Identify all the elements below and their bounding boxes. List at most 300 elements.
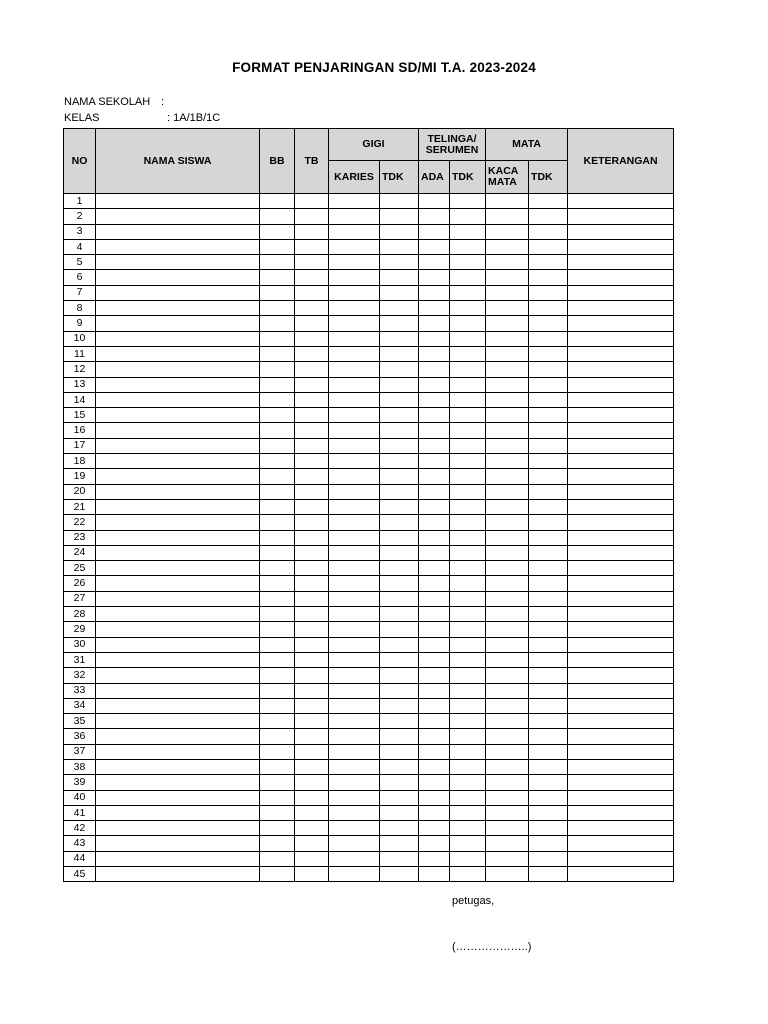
cell-tb[interactable] (295, 576, 329, 591)
cell-telinga-tdk[interactable] (450, 607, 486, 622)
cell-karies[interactable] (329, 392, 380, 407)
cell-keterangan[interactable] (568, 867, 674, 882)
cell-mata-tdk[interactable] (529, 515, 568, 530)
cell-karies[interactable] (329, 637, 380, 652)
cell-bb[interactable] (260, 851, 295, 866)
cell-ada[interactable] (419, 392, 450, 407)
cell-bb[interactable] (260, 285, 295, 300)
cell-gigi-tdk[interactable] (380, 607, 419, 622)
cell-mata-tdk[interactable] (529, 301, 568, 316)
cell-karies[interactable] (329, 438, 380, 453)
cell-telinga-tdk[interactable] (450, 194, 486, 209)
cell-bb[interactable] (260, 530, 295, 545)
cell-ada[interactable] (419, 790, 450, 805)
cell-mata-tdk[interactable] (529, 836, 568, 851)
cell-mata-tdk[interactable] (529, 652, 568, 667)
cell-nama-siswa[interactable] (96, 622, 260, 637)
cell-mata-tdk[interactable] (529, 194, 568, 209)
cell-ada[interactable] (419, 729, 450, 744)
cell-ada[interactable] (419, 499, 450, 514)
cell-tb[interactable] (295, 408, 329, 423)
cell-gigi-tdk[interactable] (380, 775, 419, 790)
cell-mata-tdk[interactable] (529, 270, 568, 285)
cell-kacamata[interactable] (486, 423, 529, 438)
cell-tb[interactable] (295, 377, 329, 392)
cell-keterangan[interactable] (568, 790, 674, 805)
cell-bb[interactable] (260, 270, 295, 285)
cell-gigi-tdk[interactable] (380, 668, 419, 683)
cell-keterangan[interactable] (568, 622, 674, 637)
cell-tb[interactable] (295, 622, 329, 637)
cell-kacamata[interactable] (486, 346, 529, 361)
cell-keterangan[interactable] (568, 331, 674, 346)
cell-telinga-tdk[interactable] (450, 622, 486, 637)
cell-kacamata[interactable] (486, 469, 529, 484)
cell-gigi-tdk[interactable] (380, 285, 419, 300)
cell-nama-siswa[interactable] (96, 698, 260, 713)
cell-ada[interactable] (419, 454, 450, 469)
cell-karies[interactable] (329, 346, 380, 361)
cell-telinga-tdk[interactable] (450, 668, 486, 683)
cell-telinga-tdk[interactable] (450, 805, 486, 820)
cell-nama-siswa[interactable] (96, 836, 260, 851)
cell-karies[interactable] (329, 469, 380, 484)
cell-kacamata[interactable] (486, 301, 529, 316)
cell-telinga-tdk[interactable] (450, 851, 486, 866)
cell-nama-siswa[interactable] (96, 867, 260, 882)
cell-nama-siswa[interactable] (96, 668, 260, 683)
cell-tb[interactable] (295, 867, 329, 882)
cell-ada[interactable] (419, 346, 450, 361)
cell-telinga-tdk[interactable] (450, 759, 486, 774)
cell-nama-siswa[interactable] (96, 331, 260, 346)
cell-nama-siswa[interactable] (96, 652, 260, 667)
cell-keterangan[interactable] (568, 423, 674, 438)
cell-kacamata[interactable] (486, 515, 529, 530)
cell-tb[interactable] (295, 561, 329, 576)
cell-ada[interactable] (419, 805, 450, 820)
cell-telinga-tdk[interactable] (450, 239, 486, 254)
cell-bb[interactable] (260, 484, 295, 499)
cell-mata-tdk[interactable] (529, 499, 568, 514)
cell-mata-tdk[interactable] (529, 668, 568, 683)
cell-keterangan[interactable] (568, 698, 674, 713)
cell-telinga-tdk[interactable] (450, 362, 486, 377)
cell-kacamata[interactable] (486, 392, 529, 407)
cell-telinga-tdk[interactable] (450, 775, 486, 790)
cell-bb[interactable] (260, 607, 295, 622)
cell-telinga-tdk[interactable] (450, 454, 486, 469)
cell-nama-siswa[interactable] (96, 194, 260, 209)
cell-gigi-tdk[interactable] (380, 836, 419, 851)
cell-ada[interactable] (419, 484, 450, 499)
cell-gigi-tdk[interactable] (380, 759, 419, 774)
cell-tb[interactable] (295, 301, 329, 316)
cell-bb[interactable] (260, 362, 295, 377)
cell-gigi-tdk[interactable] (380, 255, 419, 270)
cell-kacamata[interactable] (486, 499, 529, 514)
cell-karies[interactable] (329, 714, 380, 729)
cell-kacamata[interactable] (486, 759, 529, 774)
cell-gigi-tdk[interactable] (380, 637, 419, 652)
cell-gigi-tdk[interactable] (380, 591, 419, 606)
cell-bb[interactable] (260, 423, 295, 438)
cell-bb[interactable] (260, 346, 295, 361)
cell-nama-siswa[interactable] (96, 285, 260, 300)
cell-keterangan[interactable] (568, 591, 674, 606)
cell-kacamata[interactable] (486, 652, 529, 667)
cell-kacamata[interactable] (486, 775, 529, 790)
cell-bb[interactable] (260, 836, 295, 851)
cell-keterangan[interactable] (568, 759, 674, 774)
cell-bb[interactable] (260, 499, 295, 514)
cell-karies[interactable] (329, 362, 380, 377)
cell-nama-siswa[interactable] (96, 270, 260, 285)
cell-karies[interactable] (329, 270, 380, 285)
cell-nama-siswa[interactable] (96, 607, 260, 622)
cell-mata-tdk[interactable] (529, 285, 568, 300)
cell-nama-siswa[interactable] (96, 454, 260, 469)
cell-nama-siswa[interactable] (96, 255, 260, 270)
cell-keterangan[interactable] (568, 255, 674, 270)
cell-gigi-tdk[interactable] (380, 270, 419, 285)
cell-ada[interactable] (419, 591, 450, 606)
cell-ada[interactable] (419, 377, 450, 392)
cell-mata-tdk[interactable] (529, 239, 568, 254)
cell-keterangan[interactable] (568, 775, 674, 790)
cell-telinga-tdk[interactable] (450, 438, 486, 453)
cell-bb[interactable] (260, 683, 295, 698)
cell-kacamata[interactable] (486, 714, 529, 729)
cell-karies[interactable] (329, 209, 380, 224)
cell-kacamata[interactable] (486, 867, 529, 882)
cell-karies[interactable] (329, 698, 380, 713)
cell-nama-siswa[interactable] (96, 821, 260, 836)
cell-nama-siswa[interactable] (96, 408, 260, 423)
cell-gigi-tdk[interactable] (380, 729, 419, 744)
cell-keterangan[interactable] (568, 714, 674, 729)
cell-keterangan[interactable] (568, 668, 674, 683)
cell-keterangan[interactable] (568, 194, 674, 209)
cell-mata-tdk[interactable] (529, 714, 568, 729)
cell-bb[interactable] (260, 392, 295, 407)
cell-bb[interactable] (260, 698, 295, 713)
cell-karies[interactable] (329, 591, 380, 606)
cell-telinga-tdk[interactable] (450, 499, 486, 514)
cell-ada[interactable] (419, 867, 450, 882)
cell-bb[interactable] (260, 821, 295, 836)
cell-ada[interactable] (419, 316, 450, 331)
cell-telinga-tdk[interactable] (450, 698, 486, 713)
cell-ada[interactable] (419, 683, 450, 698)
cell-karies[interactable] (329, 729, 380, 744)
cell-bb[interactable] (260, 194, 295, 209)
cell-bb[interactable] (260, 591, 295, 606)
cell-bb[interactable] (260, 714, 295, 729)
cell-keterangan[interactable] (568, 438, 674, 453)
cell-karies[interactable] (329, 867, 380, 882)
cell-kacamata[interactable] (486, 668, 529, 683)
cell-karies[interactable] (329, 239, 380, 254)
cell-gigi-tdk[interactable] (380, 346, 419, 361)
cell-mata-tdk[interactable] (529, 851, 568, 866)
cell-kacamata[interactable] (486, 484, 529, 499)
cell-tb[interactable] (295, 255, 329, 270)
cell-ada[interactable] (419, 545, 450, 560)
cell-nama-siswa[interactable] (96, 561, 260, 576)
cell-tb[interactable] (295, 698, 329, 713)
cell-keterangan[interactable] (568, 362, 674, 377)
cell-keterangan[interactable] (568, 729, 674, 744)
cell-ada[interactable] (419, 851, 450, 866)
cell-gigi-tdk[interactable] (380, 392, 419, 407)
cell-telinga-tdk[interactable] (450, 530, 486, 545)
cell-ada[interactable] (419, 438, 450, 453)
cell-telinga-tdk[interactable] (450, 576, 486, 591)
cell-gigi-tdk[interactable] (380, 438, 419, 453)
cell-ada[interactable] (419, 576, 450, 591)
cell-mata-tdk[interactable] (529, 576, 568, 591)
cell-tb[interactable] (295, 194, 329, 209)
cell-karies[interactable] (329, 454, 380, 469)
cell-kacamata[interactable] (486, 561, 529, 576)
cell-bb[interactable] (260, 224, 295, 239)
cell-karies[interactable] (329, 744, 380, 759)
cell-bb[interactable] (260, 561, 295, 576)
cell-telinga-tdk[interactable] (450, 408, 486, 423)
cell-karies[interactable] (329, 331, 380, 346)
cell-gigi-tdk[interactable] (380, 454, 419, 469)
cell-karies[interactable] (329, 622, 380, 637)
cell-gigi-tdk[interactable] (380, 530, 419, 545)
cell-mata-tdk[interactable] (529, 790, 568, 805)
cell-nama-siswa[interactable] (96, 224, 260, 239)
cell-mata-tdk[interactable] (529, 423, 568, 438)
cell-ada[interactable] (419, 561, 450, 576)
cell-bb[interactable] (260, 775, 295, 790)
cell-tb[interactable] (295, 224, 329, 239)
cell-kacamata[interactable] (486, 331, 529, 346)
cell-karies[interactable] (329, 255, 380, 270)
cell-gigi-tdk[interactable] (380, 224, 419, 239)
cell-mata-tdk[interactable] (529, 346, 568, 361)
cell-tb[interactable] (295, 438, 329, 453)
cell-bb[interactable] (260, 454, 295, 469)
cell-gigi-tdk[interactable] (380, 744, 419, 759)
cell-gigi-tdk[interactable] (380, 239, 419, 254)
cell-gigi-tdk[interactable] (380, 698, 419, 713)
cell-keterangan[interactable] (568, 515, 674, 530)
cell-karies[interactable] (329, 561, 380, 576)
cell-karies[interactable] (329, 316, 380, 331)
cell-telinga-tdk[interactable] (450, 867, 486, 882)
cell-tb[interactable] (295, 637, 329, 652)
cell-kacamata[interactable] (486, 851, 529, 866)
cell-keterangan[interactable] (568, 392, 674, 407)
cell-kacamata[interactable] (486, 637, 529, 652)
cell-bb[interactable] (260, 867, 295, 882)
cell-telinga-tdk[interactable] (450, 714, 486, 729)
cell-ada[interactable] (419, 209, 450, 224)
cell-nama-siswa[interactable] (96, 637, 260, 652)
cell-telinga-tdk[interactable] (450, 821, 486, 836)
cell-bb[interactable] (260, 331, 295, 346)
cell-mata-tdk[interactable] (529, 729, 568, 744)
cell-nama-siswa[interactable] (96, 484, 260, 499)
cell-tb[interactable] (295, 545, 329, 560)
cell-gigi-tdk[interactable] (380, 331, 419, 346)
cell-mata-tdk[interactable] (529, 637, 568, 652)
cell-keterangan[interactable] (568, 607, 674, 622)
cell-ada[interactable] (419, 652, 450, 667)
cell-ada[interactable] (419, 622, 450, 637)
cell-keterangan[interactable] (568, 851, 674, 866)
cell-tb[interactable] (295, 209, 329, 224)
cell-nama-siswa[interactable] (96, 759, 260, 774)
cell-telinga-tdk[interactable] (450, 729, 486, 744)
cell-karies[interactable] (329, 224, 380, 239)
cell-gigi-tdk[interactable] (380, 423, 419, 438)
cell-mata-tdk[interactable] (529, 805, 568, 820)
cell-telinga-tdk[interactable] (450, 790, 486, 805)
cell-tb[interactable] (295, 775, 329, 790)
cell-tb[interactable] (295, 821, 329, 836)
cell-mata-tdk[interactable] (529, 224, 568, 239)
cell-bb[interactable] (260, 576, 295, 591)
cell-tb[interactable] (295, 759, 329, 774)
cell-kacamata[interactable] (486, 530, 529, 545)
cell-gigi-tdk[interactable] (380, 790, 419, 805)
cell-mata-tdk[interactable] (529, 759, 568, 774)
cell-telinga-tdk[interactable] (450, 255, 486, 270)
cell-ada[interactable] (419, 469, 450, 484)
cell-ada[interactable] (419, 362, 450, 377)
cell-ada[interactable] (419, 239, 450, 254)
cell-kacamata[interactable] (486, 255, 529, 270)
cell-karies[interactable] (329, 285, 380, 300)
cell-tb[interactable] (295, 239, 329, 254)
cell-nama-siswa[interactable] (96, 346, 260, 361)
cell-mata-tdk[interactable] (529, 775, 568, 790)
cell-ada[interactable] (419, 744, 450, 759)
cell-keterangan[interactable] (568, 805, 674, 820)
cell-kacamata[interactable] (486, 698, 529, 713)
cell-kacamata[interactable] (486, 285, 529, 300)
cell-telinga-tdk[interactable] (450, 591, 486, 606)
cell-keterangan[interactable] (568, 316, 674, 331)
cell-ada[interactable] (419, 714, 450, 729)
cell-nama-siswa[interactable] (96, 775, 260, 790)
cell-nama-siswa[interactable] (96, 362, 260, 377)
cell-kacamata[interactable] (486, 239, 529, 254)
cell-gigi-tdk[interactable] (380, 362, 419, 377)
cell-nama-siswa[interactable] (96, 316, 260, 331)
cell-ada[interactable] (419, 607, 450, 622)
cell-tb[interactable] (295, 836, 329, 851)
cell-karies[interactable] (329, 607, 380, 622)
cell-karies[interactable] (329, 499, 380, 514)
cell-bb[interactable] (260, 255, 295, 270)
cell-keterangan[interactable] (568, 499, 674, 514)
cell-telinga-tdk[interactable] (450, 561, 486, 576)
cell-nama-siswa[interactable] (96, 714, 260, 729)
cell-kacamata[interactable] (486, 790, 529, 805)
cell-mata-tdk[interactable] (529, 867, 568, 882)
cell-bb[interactable] (260, 515, 295, 530)
cell-mata-tdk[interactable] (529, 438, 568, 453)
cell-mata-tdk[interactable] (529, 469, 568, 484)
cell-nama-siswa[interactable] (96, 392, 260, 407)
cell-karies[interactable] (329, 423, 380, 438)
cell-ada[interactable] (419, 759, 450, 774)
cell-bb[interactable] (260, 408, 295, 423)
cell-karies[interactable] (329, 668, 380, 683)
cell-kacamata[interactable] (486, 270, 529, 285)
cell-gigi-tdk[interactable] (380, 851, 419, 866)
cell-tb[interactable] (295, 683, 329, 698)
cell-bb[interactable] (260, 438, 295, 453)
cell-mata-tdk[interactable] (529, 392, 568, 407)
cell-tb[interactable] (295, 346, 329, 361)
cell-keterangan[interactable] (568, 377, 674, 392)
cell-bb[interactable] (260, 469, 295, 484)
cell-kacamata[interactable] (486, 683, 529, 698)
cell-kacamata[interactable] (486, 836, 529, 851)
cell-gigi-tdk[interactable] (380, 545, 419, 560)
cell-tb[interactable] (295, 851, 329, 866)
cell-ada[interactable] (419, 698, 450, 713)
cell-gigi-tdk[interactable] (380, 194, 419, 209)
cell-gigi-tdk[interactable] (380, 316, 419, 331)
cell-mata-tdk[interactable] (529, 408, 568, 423)
cell-tb[interactable] (295, 591, 329, 606)
cell-kacamata[interactable] (486, 607, 529, 622)
cell-nama-siswa[interactable] (96, 851, 260, 866)
cell-keterangan[interactable] (568, 239, 674, 254)
cell-mata-tdk[interactable] (529, 484, 568, 499)
cell-ada[interactable] (419, 408, 450, 423)
cell-kacamata[interactable] (486, 209, 529, 224)
cell-kacamata[interactable] (486, 362, 529, 377)
cell-kacamata[interactable] (486, 576, 529, 591)
cell-telinga-tdk[interactable] (450, 377, 486, 392)
cell-bb[interactable] (260, 790, 295, 805)
cell-telinga-tdk[interactable] (450, 346, 486, 361)
cell-bb[interactable] (260, 759, 295, 774)
cell-bb[interactable] (260, 668, 295, 683)
cell-mata-tdk[interactable] (529, 209, 568, 224)
cell-bb[interactable] (260, 729, 295, 744)
cell-mata-tdk[interactable] (529, 454, 568, 469)
cell-gigi-tdk[interactable] (380, 805, 419, 820)
cell-karies[interactable] (329, 530, 380, 545)
cell-telinga-tdk[interactable] (450, 637, 486, 652)
cell-ada[interactable] (419, 255, 450, 270)
cell-telinga-tdk[interactable] (450, 836, 486, 851)
cell-keterangan[interactable] (568, 408, 674, 423)
cell-mata-tdk[interactable] (529, 377, 568, 392)
cell-gigi-tdk[interactable] (380, 209, 419, 224)
cell-telinga-tdk[interactable] (450, 744, 486, 759)
cell-gigi-tdk[interactable] (380, 408, 419, 423)
cell-telinga-tdk[interactable] (450, 469, 486, 484)
cell-bb[interactable] (260, 652, 295, 667)
cell-keterangan[interactable] (568, 821, 674, 836)
cell-tb[interactable] (295, 652, 329, 667)
cell-keterangan[interactable] (568, 530, 674, 545)
cell-gigi-tdk[interactable] (380, 515, 419, 530)
cell-tb[interactable] (295, 668, 329, 683)
